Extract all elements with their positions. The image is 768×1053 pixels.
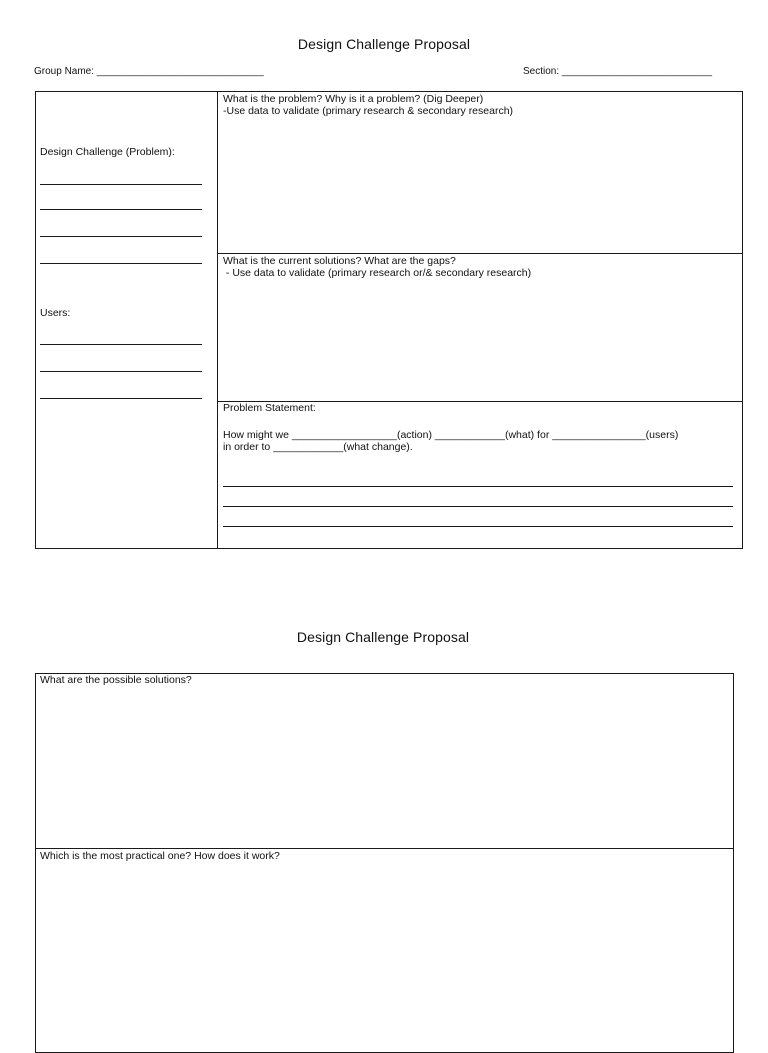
in-order-to-line[interactable]: in order to ____________(what change). xyxy=(223,441,413,453)
section-field[interactable]: Section: ___________________________ xyxy=(523,66,713,77)
solutions-table xyxy=(35,673,734,1053)
current-solutions-question: What is the current solutions? What are the gaps? xyxy=(223,255,456,267)
statement-blank-1[interactable] xyxy=(223,486,733,487)
problem-statement-label: Problem Statement: xyxy=(223,402,316,414)
how-might-we-line[interactable]: How might we __________________(action) ____________(what) for ________________(users) xyxy=(223,429,679,441)
row-divider-1 xyxy=(217,253,743,254)
solutions-row-divider xyxy=(35,848,734,849)
page-title-2: Design Challenge Proposal xyxy=(296,629,470,645)
current-solutions-instruction: - Use data to validate (primary research or/& secondary research) xyxy=(223,267,532,279)
users-blank-3[interactable] xyxy=(40,398,202,399)
page-title: Design Challenge Proposal xyxy=(297,36,471,52)
column-divider xyxy=(217,91,218,549)
users-label: Users: xyxy=(40,307,71,319)
practical-solution-question: Which is the most practical one? How does it work? xyxy=(40,850,280,862)
design-challenge-blank-1[interactable] xyxy=(40,184,202,185)
design-challenge-blank-2[interactable] xyxy=(40,209,202,210)
proposal-table xyxy=(35,91,743,549)
statement-blank-2[interactable] xyxy=(223,506,733,507)
design-challenge-blank-3[interactable] xyxy=(40,236,202,237)
statement-blank-3[interactable] xyxy=(223,526,733,527)
design-challenge-label: Design Challenge (Problem): xyxy=(40,146,175,158)
design-challenge-blank-4[interactable] xyxy=(40,263,202,264)
problem-instruction: -Use data to validate (primary research & secondary research) xyxy=(223,105,514,117)
users-blank-2[interactable] xyxy=(40,371,202,372)
possible-solutions-question: What are the possible solutions? xyxy=(40,674,192,686)
problem-question: What is the problem? Why is it a problem? (Dig Deeper) xyxy=(223,93,484,105)
group-name-field[interactable]: Group Name: ______________________________ xyxy=(34,66,264,77)
users-blank-1[interactable] xyxy=(40,344,202,345)
